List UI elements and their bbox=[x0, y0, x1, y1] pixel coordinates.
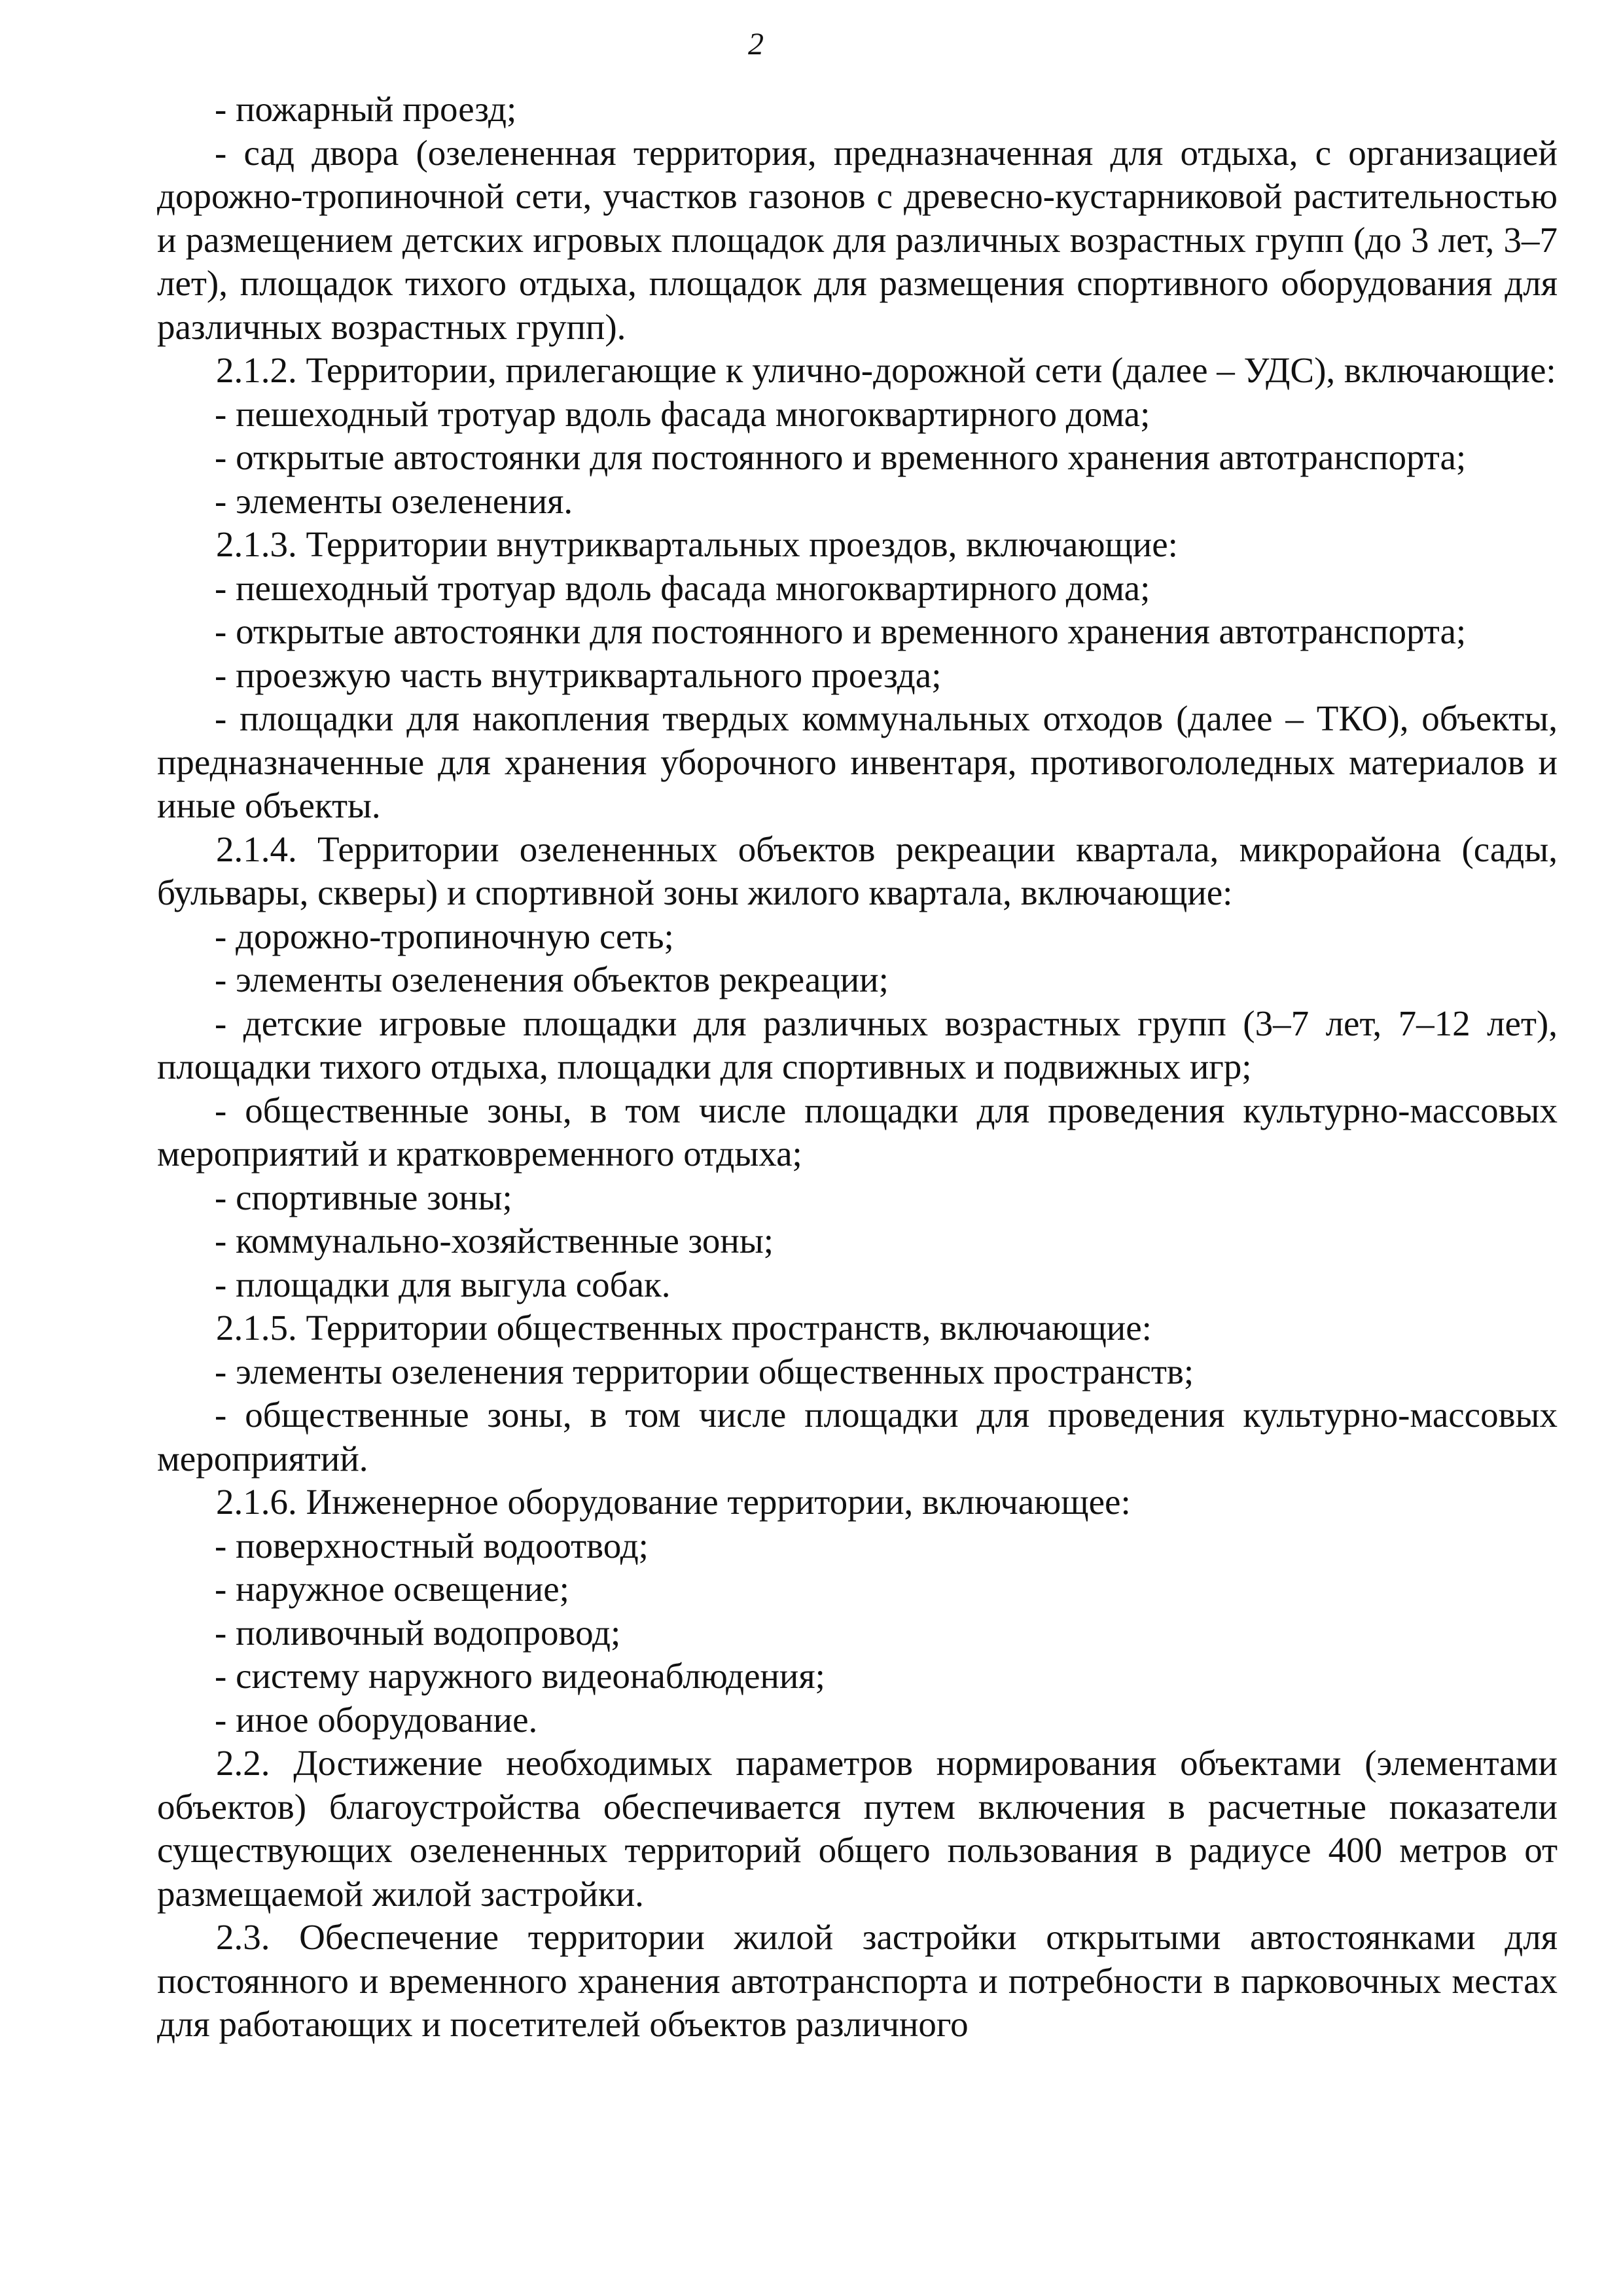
list-item: - пешеходный тротуар вдоль фасада многоквартирного дома; bbox=[215, 567, 1150, 608]
list-item: - пешеходный тротуар вдоль фасада многоквартирного дома; bbox=[215, 393, 1150, 434]
list-item: - сад двора (озелененная территория, предназначенная для отдыха, с организацией дорожно-тропиночной сети, участков газонов с древесно-кустарниковой растительностью и размещением детских игровых площадок для различных возрастных групп (до 3 лет, 3–7 лет), площадок тихого отдыха, площадок для размещения спортивного оборудования для различных возрастных групп). bbox=[157, 132, 1558, 347]
section-heading-2-1-2: 2.1.2. Территории, прилегающие к улично-дорожной сети (далее – УДС), включающие: bbox=[216, 350, 1556, 390]
list-item: - поверхностный водоотвод; bbox=[215, 1525, 649, 1566]
list-item: - дорожно-тропиночную сеть; bbox=[215, 916, 674, 956]
list-item: - коммунально-хозяйственные зоны; bbox=[215, 1221, 774, 1261]
section-heading-2-1-6: 2.1.6. Инженерное оборудование территории, включающее: bbox=[216, 1482, 1131, 1522]
list-item: - площадки для накопления твердых коммунальных отходов (далее – ТКО), объекты, предназначенные для хранения уборочного инвентаря, противогололедных материалов и иные объекты. bbox=[157, 698, 1558, 825]
list-item: - систему наружного видеонаблюдения; bbox=[215, 1656, 825, 1696]
list-item: - открытые автостоянки для постоянного и временного хранения автотранспорта; bbox=[215, 611, 1467, 651]
list-item: - элементы озеленения территории общественных пространств; bbox=[215, 1351, 1194, 1391]
section-heading-2-1-4: 2.1.4. Территории озелененных объектов рекреации квартала, микрорайона (сады, бульвары, скверы) и спортивной зоны жилого квартала, включающие: bbox=[157, 829, 1558, 912]
section-paragraph-2-3: 2.3. Обеспечение территории жилой застройки открытыми автостоянками для постоянного и временного хранения автотранспорта и потребности в парковочных местах для работающих и посетителей объектов различного bbox=[157, 1917, 1558, 2044]
list-item: - элементы озеленения. bbox=[215, 480, 573, 521]
list-item: - поливочный водопровод; bbox=[215, 1612, 621, 1653]
section-paragraph-2-2: 2.2. Достижение необходимых параметров нормирования объектами (элементами объектов) благоустройства обеспечивается путем включения в расчетные показатели существующих озелененных территорий общего пользования в радиусе 400 метров от размещаемой жилой застройки. bbox=[157, 1743, 1558, 1914]
document-body bbox=[157, 88, 1558, 2047]
list-item: - детские игровые площадки для различных возрастных групп (3–7 лет, 7–12 лет), площадки тихого отдыха, площадки для спортивных и подвижных игр; bbox=[157, 1003, 1558, 1086]
list-item: - площадки для выгула собак. bbox=[215, 1264, 671, 1304]
list-item: - иное оборудование. bbox=[215, 1699, 538, 1740]
list-item: - пожарный проезд; bbox=[215, 89, 517, 129]
page-number: 2 bbox=[748, 27, 764, 62]
section-heading-2-1-5: 2.1.5. Территории общественных пространств, включающие: bbox=[216, 1308, 1152, 1348]
list-item: - общественные зоны, в том числе площадки для проведения культурно-массовых мероприятий и кратковременного отдыха; bbox=[157, 1090, 1558, 1174]
section-heading-2-1-3: 2.1.3. Территории внутриквартальных проездов, включающие: bbox=[216, 524, 1178, 564]
list-item: - проезжую часть внутриквартального проезда; bbox=[215, 655, 942, 695]
list-item: - наружное освещение; bbox=[215, 1569, 569, 1609]
list-item: - элементы озеленения объектов рекреации; bbox=[215, 960, 889, 999]
list-item: - спортивные зоны; bbox=[215, 1177, 512, 1217]
list-item: - открытые автостоянки для постоянного и временного хранения автотранспорта; bbox=[215, 437, 1467, 477]
list-item: - общественные зоны, в том числе площадки для проведения культурно-массовых мероприятий. bbox=[157, 1395, 1558, 1479]
